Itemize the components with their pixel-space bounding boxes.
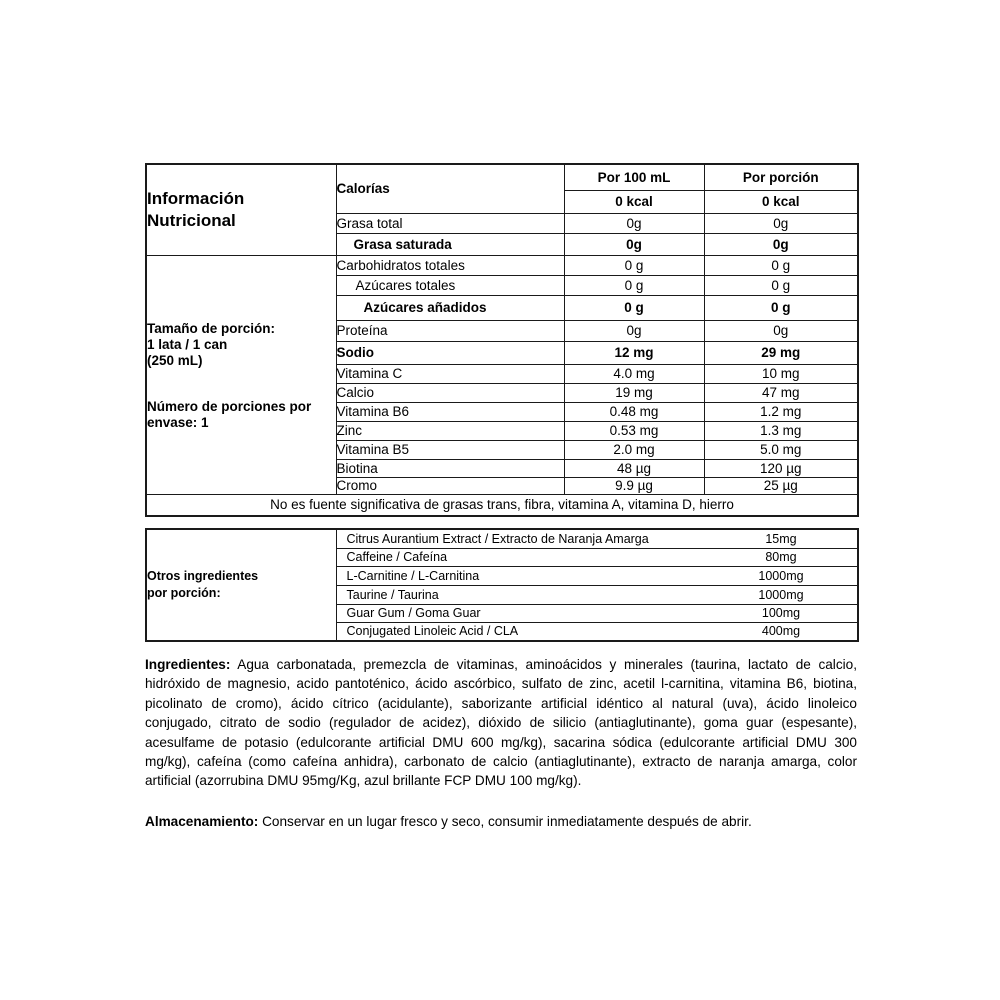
column-header-per-portion: Por porción bbox=[704, 164, 858, 190]
nutrient-name: Carbohidratos totales bbox=[336, 255, 564, 275]
value-per-100ml: 4.0 mg bbox=[564, 364, 704, 383]
storage-label: Almacenamiento: bbox=[145, 814, 259, 829]
other-ingredient-row bbox=[146, 529, 858, 548]
nutrient-name: Zinc bbox=[336, 421, 564, 440]
nutrient-name: Azúcares añadidos bbox=[336, 295, 564, 320]
value-per-100ml: 12 mg bbox=[564, 341, 704, 364]
ingredient-name: Guar Gum / Goma Guar bbox=[346, 606, 481, 620]
other-ingredients-table bbox=[145, 528, 859, 642]
value-per-portion: 1.3 mg bbox=[704, 421, 858, 440]
ingredient-amount: 15mg bbox=[765, 531, 797, 546]
value-per-portion: 0g bbox=[704, 320, 858, 341]
nutrition-facts-table bbox=[145, 163, 859, 517]
ingredient-amount: 400mg bbox=[761, 624, 801, 639]
nutrient-name: Sodio bbox=[336, 341, 564, 364]
ingredient-amount: 1000mg bbox=[758, 568, 804, 583]
value-per-portion: 1.2 mg bbox=[704, 402, 858, 421]
value-per-100ml: 0g bbox=[564, 233, 704, 255]
calories-per-portion: 0 kcal bbox=[704, 190, 858, 213]
nutrient-name: Vitamina B5 bbox=[336, 440, 564, 459]
value-per-100ml: 2.0 mg bbox=[564, 440, 704, 459]
column-header-per-100ml: Por 100 mL bbox=[564, 164, 704, 190]
value-per-100ml: 0.48 mg bbox=[564, 402, 704, 421]
ingredient-name: L-Carnitine / L-Carnitina bbox=[346, 568, 480, 583]
ingredient-name: Caffeine / Cafeína bbox=[346, 550, 448, 564]
ingredients-paragraph bbox=[145, 655, 857, 791]
value-per-portion: 0 g bbox=[704, 255, 858, 275]
value-per-100ml: 0g bbox=[564, 213, 704, 233]
ingredients-text: Agua carbonatada, premezcla de vitaminas, aminoácidos y minerales (taurina, lactato de calcio, hidróxido de magnesio, acido pantoténico, ácido ascórbico, sulfato de zinc, acetil l-carnitina, vitamina B6, biotina, picolinato de cromo), ácido cítrico (acidulante), saborizante artificial idéntico al natural (uva), ácido linoleico conjugado, citrato de sodio (regulador de acidez), dióxido de silicio (antiaglutinante), goma guar (espesante), acesulfame de potasio (edulcorante artificial DMU 600 mg/kg), sacarina sódica (edulcorante artificial DMU 300 mg/kg), cafeína (como cafeína anhidra), carbonato de calcio (antiaglutinante), extracto de naranja amarga, color artificial (azorrubina DMU 95mg/Kg, azul brillante FCP DMU 100 mg/kg). bbox=[145, 657, 857, 789]
value-per-100ml: 0.53 mg bbox=[564, 421, 704, 440]
value-per-100ml: 0 g bbox=[564, 255, 704, 275]
header-row bbox=[146, 164, 858, 190]
value-per-portion: 29 mg bbox=[704, 341, 858, 364]
table-title: Información Nutricional bbox=[147, 188, 245, 230]
value-per-100ml: 48 µg bbox=[564, 459, 704, 477]
value-per-100ml: 19 mg bbox=[564, 383, 704, 402]
value-per-100ml: 0g bbox=[564, 320, 704, 341]
table-title-cell bbox=[146, 164, 336, 255]
nutrient-name: Grasa total bbox=[336, 213, 564, 233]
value-per-portion: 25 µg bbox=[704, 477, 858, 494]
value-per-portion: 0g bbox=[704, 233, 858, 255]
value-per-portion: 0 g bbox=[704, 275, 858, 295]
value-per-portion: 120 µg bbox=[704, 459, 858, 477]
nutrient-name: Proteína bbox=[336, 320, 564, 341]
ingredients-label: Ingredientes: bbox=[145, 657, 231, 672]
value-per-portion: 5.0 mg bbox=[704, 440, 858, 459]
value-per-portion: 10 mg bbox=[704, 364, 858, 383]
ingredient-name: Conjugated Linoleic Acid / CLA bbox=[346, 624, 519, 639]
storage-paragraph bbox=[145, 812, 857, 831]
footnote-text: No es fuente significativa de grasas trans, fibra, vitamina A, vitamina D, hierro bbox=[146, 494, 858, 516]
nutrient-name: Biotina bbox=[336, 459, 564, 477]
ingredient-name: Citrus Aurantium Extract / Extracto de Naranja Amarga bbox=[346, 531, 649, 546]
nutrient-name: Vitamina C bbox=[336, 364, 564, 383]
nutrient-name: Calcio bbox=[336, 383, 564, 402]
serving-size: Tamaño de porción: 1 lata / 1 can (250 mL) bbox=[147, 321, 276, 368]
value-per-portion: 0g bbox=[704, 213, 858, 233]
value-per-portion: 0 g bbox=[704, 295, 858, 320]
ingredient-amount: 80mg bbox=[765, 550, 797, 564]
nutrient-name: Azúcares totales bbox=[336, 275, 564, 295]
serving-info-cell bbox=[146, 255, 336, 494]
value-per-100ml: 9.9 µg bbox=[564, 477, 704, 494]
ingredient-name: Taurine / Taurina bbox=[346, 587, 439, 602]
footnote-row bbox=[146, 494, 858, 516]
nutrient-name: Cromo bbox=[336, 477, 564, 494]
nutrient-name: Grasa saturada bbox=[336, 233, 564, 255]
nutrient-name: Vitamina B6 bbox=[336, 402, 564, 421]
value-per-100ml: 0 g bbox=[564, 295, 704, 320]
value-per-portion: 47 mg bbox=[704, 383, 858, 402]
calories-per-100ml: 0 kcal bbox=[564, 190, 704, 213]
servings-per-container: Número de porciones por envase: 1 bbox=[147, 399, 312, 430]
ingredient-amount: 100mg bbox=[761, 606, 801, 620]
value-per-100ml: 0 g bbox=[564, 275, 704, 295]
calories-label: Calorías bbox=[336, 164, 564, 213]
nutrient-row bbox=[146, 255, 858, 275]
storage-text: Conservar en un lugar fresco y seco, consumir inmediatamente después de abrir. bbox=[262, 814, 752, 829]
ingredient-amount: 1000mg bbox=[758, 587, 804, 602]
other-ingredients-label: Otros ingredientes por porción: bbox=[146, 529, 336, 641]
